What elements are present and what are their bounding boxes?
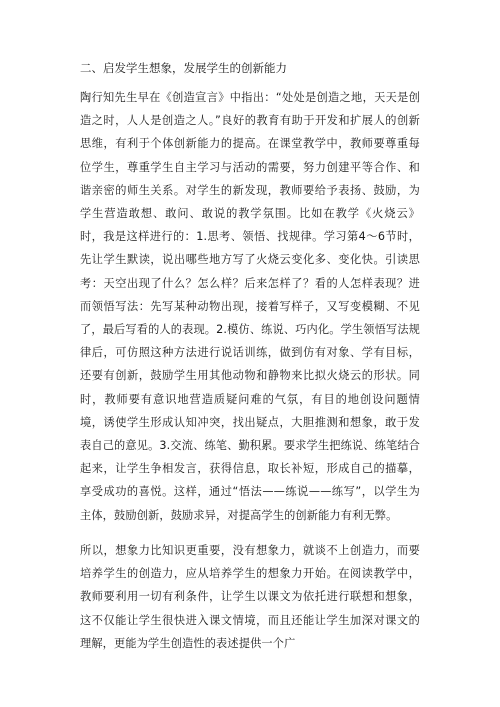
section-heading: 二、启发学生想象，发展学生的创新能力 xyxy=(80,61,287,75)
body-paragraph-1: 陶行知先生早在《创造宣言》中指出：“处处是创造之地，天天是创造之时，人人是创造之人。”良好的教育有助于开发和扩展人的创新思维，有利于个体创新能力的提高。在课堂教学中，教师要尊重每位学生，尊重学生自主学习与活动的需要，努力创建平等合作、和谐亲密的师生关系。对学生的新发现，教师要给予表扬、鼓励，为学生营造敢想、敢问、敢说的教学氛围。比如在教学《火烧云》时，我是这样进行的：1.思考、领悟、找规律。学习第4～6节时，先让学生默读，说出哪些地方写了火烧云变化多、变化快。引读思考：天空出现了什么？怎么样？后来怎样了？看的人怎样表现？进而领悟写法：先写某种动物出现，接着写样子，又写变模糊、不见了，最后写看的人的表现。2.模仿、练说、巧内化。学生领悟写法规律后，可仿照这种方法进行说话训练，做到仿有对象、学有目标，还要有创新，鼓励学生用其他动物和静物来比拟火烧云的形状。同时，教师要有意识地营造质疑问难的气氛，有目的地创设问题情境，诱使学生形成认知冲突，找出疑点，大胆推测和想象，敢于发表自己的意见。3.交流、练笔、勤积累。要求学生把练说、练笔结合起来，让学生争相发言，获得信息，取长补短，形成自己的描摹，享受成功的喜悦。这样，通过“悟法——练说——练写”，以学生为主体，鼓励创新，鼓励求异，对提高学生的创新能力有利无弊。 xyxy=(80,91,420,522)
body-paragraph-2: 所以，想象力比知识更重要，没有想象力，就谈不上创造力，而要培养学生的创造力，应从培养学生的想象力开始。在阅读教学中，教师要利用一切有利条件，让学生以课文为依托进行联想和想象，这不仅能让学生很快进入课文情境，而且还能让学生加深对课文的理解，更能为学生创造性的表述提供一个广 xyxy=(80,544,420,650)
